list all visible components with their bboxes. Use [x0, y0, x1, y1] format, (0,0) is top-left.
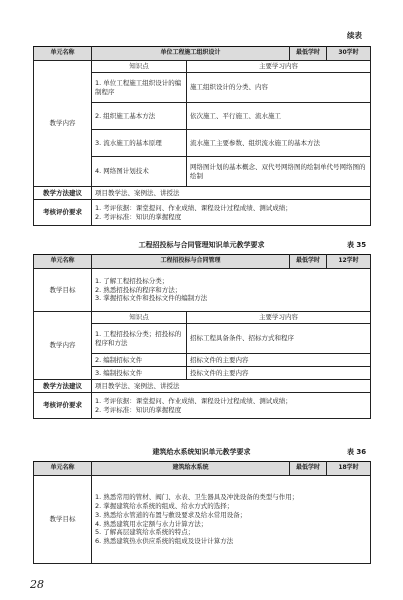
learning-content: 依次施工、平行施工、流水施工	[187, 103, 371, 130]
unit-hours: 30学时	[327, 47, 371, 61]
goal-item: 6. 熟悉建筑热水供应系统的组成及设计计算方法	[95, 537, 234, 546]
goal-item: 5. 了解高层建筑给水系统的特点；	[95, 528, 195, 537]
knowledge-point: 3. 编制投标文件	[92, 367, 187, 380]
goal-list	[92, 269, 371, 312]
knowledge-point: 2. 编制招标文件	[92, 354, 187, 367]
eval-basis: 1. 考评依据：课堂提问、作业成绩、课程设计过程成绩、测试成绩；	[95, 203, 292, 212]
header-min-hours: 最低学时	[290, 47, 327, 61]
teaching-content-label: 教学内容	[34, 312, 92, 380]
knowledge-point: 4. 网络图计划技术	[92, 157, 187, 187]
unit-hours: 12学时	[327, 255, 371, 269]
goal-list	[92, 476, 371, 564]
table-caption: 建筑给水系统知识单元教学要求	[152, 448, 251, 456]
learning-content: 招标工程具备条件、招标方式和程序	[187, 324, 371, 354]
eval-basis: 1. 考评依据：课堂提问、作业成绩、课程设计过程成绩、测试成绩；	[95, 396, 292, 405]
col-content: 主要学习内容	[187, 61, 371, 73]
knowledge-point: 1. 单位工程施工组织设计的编制程序	[92, 73, 187, 103]
unit-hours: 18学时	[327, 462, 371, 476]
col-content: 主要学习内容	[187, 312, 371, 324]
unit-title: 单位工程施工组织设计	[92, 47, 290, 61]
eval-label: 考核评价要求	[34, 200, 92, 226]
goal-label: 教学目标	[34, 269, 92, 312]
goal-item: 3. 掌握招标文件和投标文件的编制方法	[95, 294, 208, 303]
header-min-hours: 最低学时	[290, 462, 327, 476]
unit-title: 建筑给水系统	[92, 462, 290, 476]
knowledge-point: 2. 组织施工基本方法	[92, 103, 187, 130]
goal-item: 3. 熟悉给水管道的布置与敷设要求及给水常用设备；	[95, 510, 247, 519]
header-unit-name: 单元名称	[34, 462, 92, 476]
method-label: 教学方法建议	[34, 187, 92, 200]
eval-standard: 2. 考评标准：知识的掌握程度	[95, 212, 182, 221]
goal-label: 教学目标	[34, 476, 92, 564]
table-number: 表 35	[347, 241, 367, 249]
knowledge-point: 1. 工程招投标分类；招投标的程序和方法	[92, 324, 187, 354]
page-number: 28	[30, 578, 44, 591]
table-bidding-contract	[33, 254, 371, 419]
table-building-water-supply	[33, 461, 371, 564]
learning-content: 招标文件的主要内容	[187, 354, 371, 367]
learning-content: 施工组织设计的分类、内容	[187, 73, 371, 103]
header-min-hours: 最低学时	[290, 255, 327, 269]
eval-label: 考核评价要求	[34, 393, 92, 419]
method-label: 教学方法建议	[34, 380, 92, 393]
goal-item: 2. 熟悉招投标的程序和方法；	[95, 285, 182, 294]
eval-text	[92, 200, 371, 226]
goal-item: 2. 掌握建筑给水系统的组成、给水方式的选择；	[95, 501, 234, 510]
goal-item: 4. 熟悉建筑用水定额与水力计算方法；	[95, 519, 208, 528]
table-caption: 工程招投标与合同管理知识单元教学要求	[138, 241, 265, 249]
eval-standard: 2. 考评标准：知识的掌握程度	[95, 405, 182, 414]
learning-content: 投标文件的主要内容	[187, 367, 371, 380]
method-text: 项目教学法、案例法、讲授法	[92, 380, 371, 393]
table-number: 表 36	[347, 448, 367, 456]
header-unit-name: 单元名称	[34, 47, 92, 61]
eval-text	[92, 393, 371, 419]
table-unit-construction-design	[33, 46, 371, 226]
goal-item: 1. 熟悉常用的管材、阀门、水表、卫生器具及冲洗设备的类型与作用；	[95, 493, 299, 502]
learning-content: 流水施工主要参数、组织流水施工的基本方法	[187, 130, 371, 157]
goal-item: 1. 了解工程招投标分类；	[95, 276, 169, 285]
unit-title: 工程招投标与合同管理	[92, 255, 290, 269]
header-unit-name: 单元名称	[34, 255, 92, 269]
method-text: 项目教学法、案例法、讲授法	[92, 187, 371, 200]
knowledge-point: 3. 流水施工的基本原理	[92, 130, 187, 157]
col-knowledge: 知识点	[92, 312, 187, 324]
continued-label: 续表	[347, 31, 362, 40]
learning-content: 网络图计划的基本概念、双代号网络图的绘制单代号网络图的绘制	[187, 157, 371, 187]
teaching-content-label: 教学内容	[34, 61, 92, 187]
col-knowledge: 知识点	[92, 61, 187, 73]
